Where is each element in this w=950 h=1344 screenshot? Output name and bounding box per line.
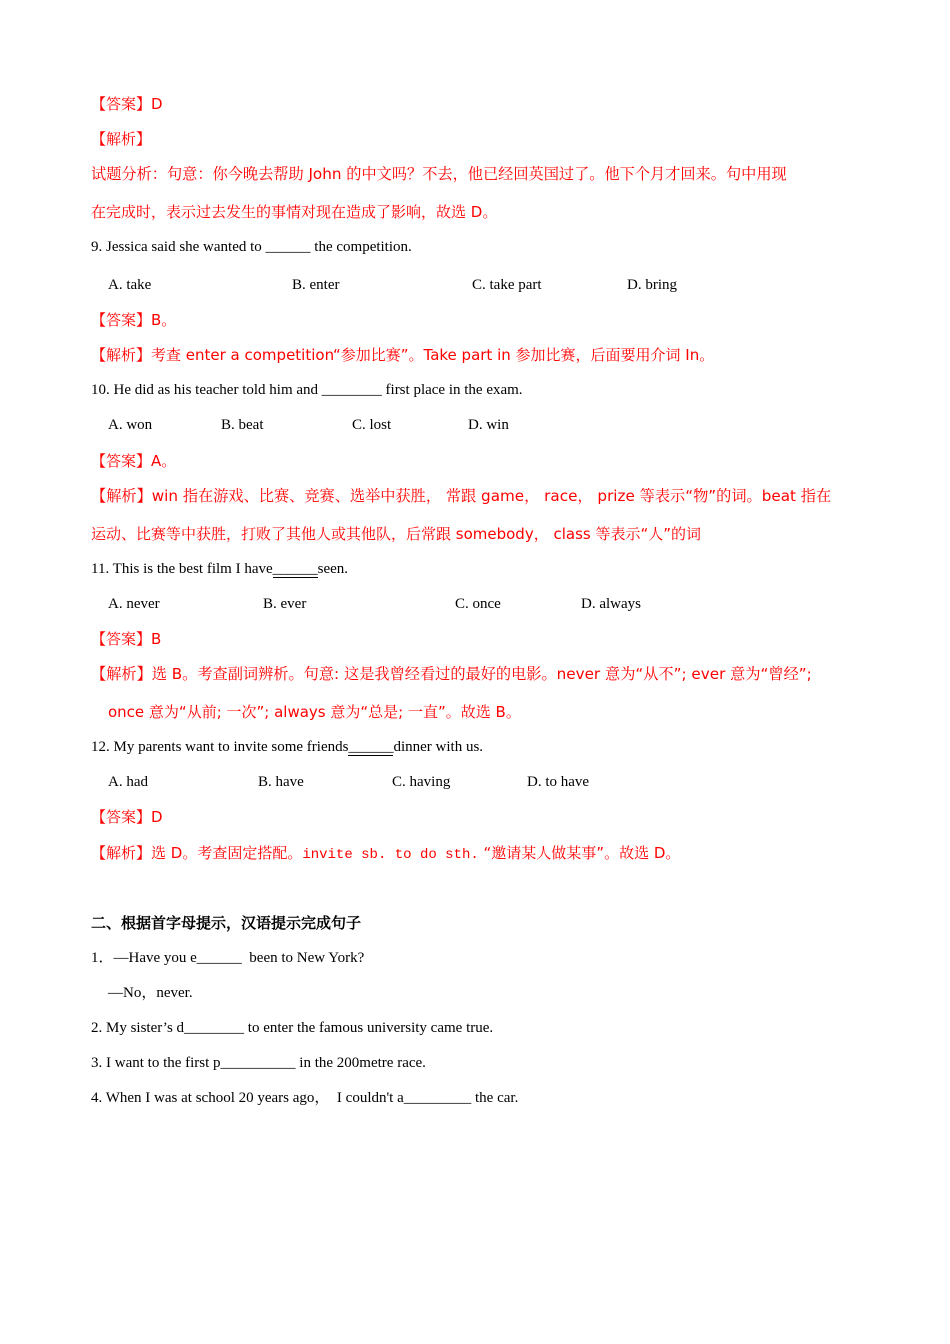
q11-stem-before: 11. This is the best film I have	[91, 561, 273, 577]
q11-option-a: A. never	[108, 596, 160, 612]
q12-option-d: D. to have	[527, 774, 590, 790]
q8-analysis-label: 【解析】	[91, 130, 152, 148]
q12-analysis	[91, 843, 680, 865]
q12-option-a: A. had	[108, 774, 148, 790]
q12-stem	[91, 737, 483, 757]
q8-answer: 【答案】D	[91, 95, 163, 113]
q12-blank: ______	[348, 739, 394, 755]
q12-option-b: B. have	[258, 774, 304, 790]
q10-option-b: B. beat	[221, 417, 264, 433]
section2-heading: 二、根据首字母提示，汉语提示完成句子	[91, 914, 362, 932]
section2-item-4: 4. When I was at school 20 years ago， I couldn't a_________ the car.	[91, 1090, 519, 1106]
q10-answer: 【答案】A。	[91, 452, 177, 470]
q10-option-a: A. won	[108, 417, 153, 433]
q10-option-d: D. win	[468, 417, 509, 433]
q10-analysis-line1: 【解析】win 指在游戏、比赛、竞赛、选举中获胜， 常跟 game， race， prize 等表示“物”的词。beat 指在	[91, 487, 832, 505]
q8-analysis-line1: 试题分析：句意：你今晚去帮助 John 的中文吗？不去，他已经回英国过了。他下个月才回来。句中用现	[91, 165, 787, 183]
q12-analysis-part1: 【解析】选 D。考查固定搭配。	[91, 844, 303, 862]
q12-stem-before: 12. My parents want to invite some friends	[91, 739, 349, 755]
q11-analysis-line2: once 意为“从前; 一次”; always 意为“总是; 一直”。故选 B。	[108, 703, 521, 721]
q12-answer: 【答案】D	[91, 808, 163, 826]
q12-option-c: C. having	[392, 774, 451, 790]
q9-answer: 【答案】B。	[91, 311, 177, 329]
q11-option-c: C. once	[455, 596, 501, 612]
q10-analysis-line2: 运动、比赛等中获胜，打败了其他人或其他队，后常跟 somebody， class 等表示“人”的词	[91, 525, 702, 543]
q11-answer: 【答案】B	[91, 630, 162, 648]
q9-option-b: B. enter	[292, 277, 340, 293]
q12-analysis-phrase: invite sb. to do sth.	[302, 847, 479, 863]
q12-stem-after: dinner with us.	[393, 739, 484, 755]
q9-option-d: D. bring	[627, 277, 677, 293]
q10-option-c: C. lost	[352, 417, 392, 433]
section2-item-3: 3. I want to the first p__________ in the 200metre race.	[91, 1055, 426, 1071]
q8-analysis-line2: 在完成时，表示过去发生的事情对现在造成了影响，故选 D。	[91, 203, 498, 221]
q11-stem-after: seen.	[317, 561, 349, 577]
q10-stem: 10. He did as his teacher told him and ________ first place in the exam.	[91, 382, 523, 398]
q11-blank: ______	[272, 561, 318, 577]
q11-option-d: D. always	[581, 596, 641, 612]
section2-item-1: 1．—Have you e______ been to New York?	[91, 950, 365, 966]
q9-option-c: C. take part	[472, 277, 542, 293]
q9-option-a: A. take	[108, 277, 152, 293]
q11-option-b: B. ever	[263, 596, 307, 612]
q9-stem: 9. Jessica said she wanted to ______ the competition.	[91, 239, 412, 255]
section2-item-2: 2. My sister’s d________ to enter the famous university came true.	[91, 1020, 494, 1036]
q11-analysis-line1: 【解析】选 B。考查副词辨析。句意: 这是我曾经看过的最好的电影。never 意为“从不”; ever 意为“曾经”;	[91, 665, 812, 683]
q11-stem	[91, 559, 348, 579]
q12-analysis-part2: “邀请某人做某事”。故选 D。	[478, 844, 681, 862]
section2-item-1-reply: —No，never.	[108, 985, 193, 1001]
q9-analysis: 【解析】考查 enter a competition“参加比赛”。Take part in 参加比赛，后面要用介词 In。	[91, 346, 715, 364]
